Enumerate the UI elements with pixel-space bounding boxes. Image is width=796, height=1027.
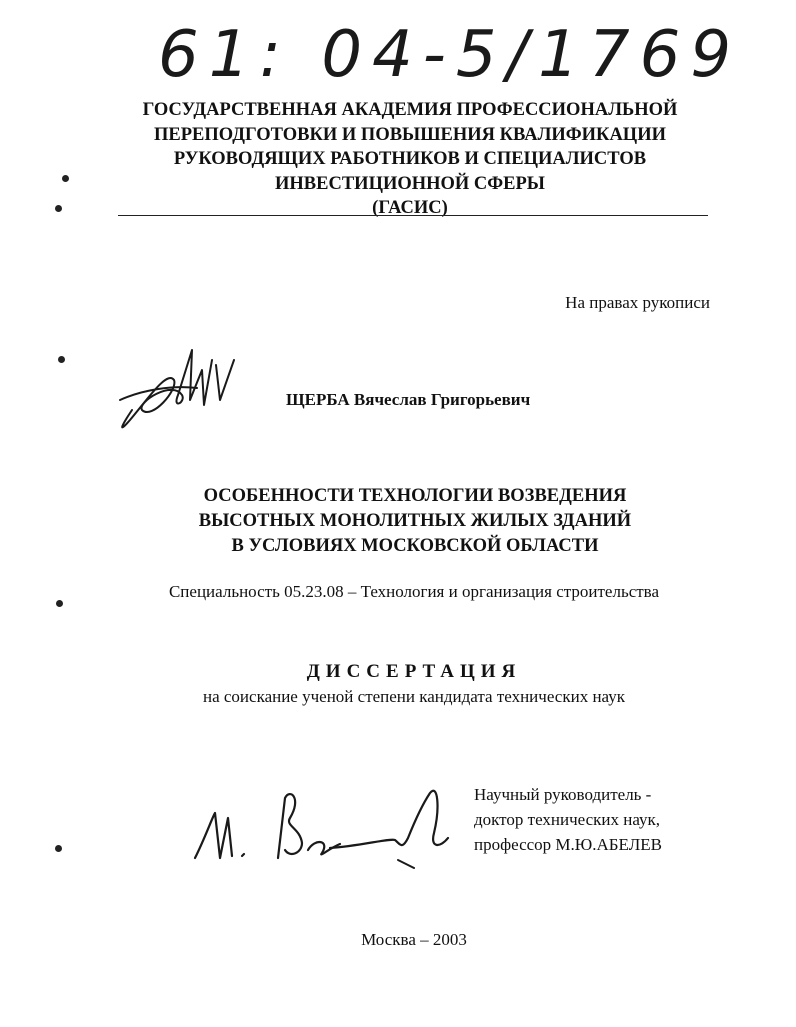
binding-mark xyxy=(58,356,65,363)
organization-abbreviation: (ГАСИС) xyxy=(372,198,448,218)
dissertation-title xyxy=(90,484,740,559)
city-year: Москва – 2003 xyxy=(361,930,467,949)
author-signature xyxy=(112,340,242,435)
organization-line: ПЕРЕПОДГОТОВКИ И ПОВЫШЕНИЯ КВАЛИФИКАЦИИ xyxy=(154,124,666,145)
organization-header xyxy=(80,98,740,221)
header-divider xyxy=(118,215,708,216)
binding-mark xyxy=(55,845,62,852)
author-name: ЩЕРБА Вячеслав Григорьевич xyxy=(286,390,531,409)
supervisor-line: профессор М.Ю.АБЕЛЕВ xyxy=(474,835,662,854)
specialty: Специальность 05.23.08 – Технология и организация строительства xyxy=(168,582,660,601)
organization-line: РУКОВОДЯЩИХ РАБОТНИКОВ И СПЕЦИАЛИСТОВ xyxy=(173,149,647,169)
document-type: ДИССЕРТАЦИЯ xyxy=(306,661,522,682)
degree-description: на соискание ученой степени кандидата технических наук xyxy=(202,687,625,706)
supervisor-line: доктор технических наук, xyxy=(474,810,661,829)
title-line: В УСЛОВИЯХ МОСКОВСКОЙ ОБЛАСТИ xyxy=(231,536,599,556)
binding-mark xyxy=(55,205,62,212)
supervisor-signature xyxy=(190,778,455,878)
organization-line: ИНВЕСТИЦИОННОЙ СФЕРЫ xyxy=(275,173,545,194)
binding-mark xyxy=(56,600,63,607)
title-line: ОСОБЕННОСТИ ТЕХНОЛОГИИ ВОЗВЕДЕНИЯ xyxy=(203,486,627,506)
archive-number-text: 61: 04-5/1769 xyxy=(158,18,742,92)
supervisor-line: Научный руководитель - xyxy=(474,785,652,804)
handwritten-archive-number xyxy=(150,10,742,95)
organization-line: ГОСУДАРСТВЕННАЯ АКАДЕМИЯ ПРОФЕССИОНАЛЬНОЙ xyxy=(142,100,678,120)
title-line: ВЫСОТНЫХ МОНОЛИТНЫХ ЖИЛЫХ ЗДАНИЙ xyxy=(198,511,632,531)
binding-mark xyxy=(62,175,69,182)
rights-note: На правах рукописи xyxy=(565,293,710,312)
supervisor-block xyxy=(474,782,662,857)
